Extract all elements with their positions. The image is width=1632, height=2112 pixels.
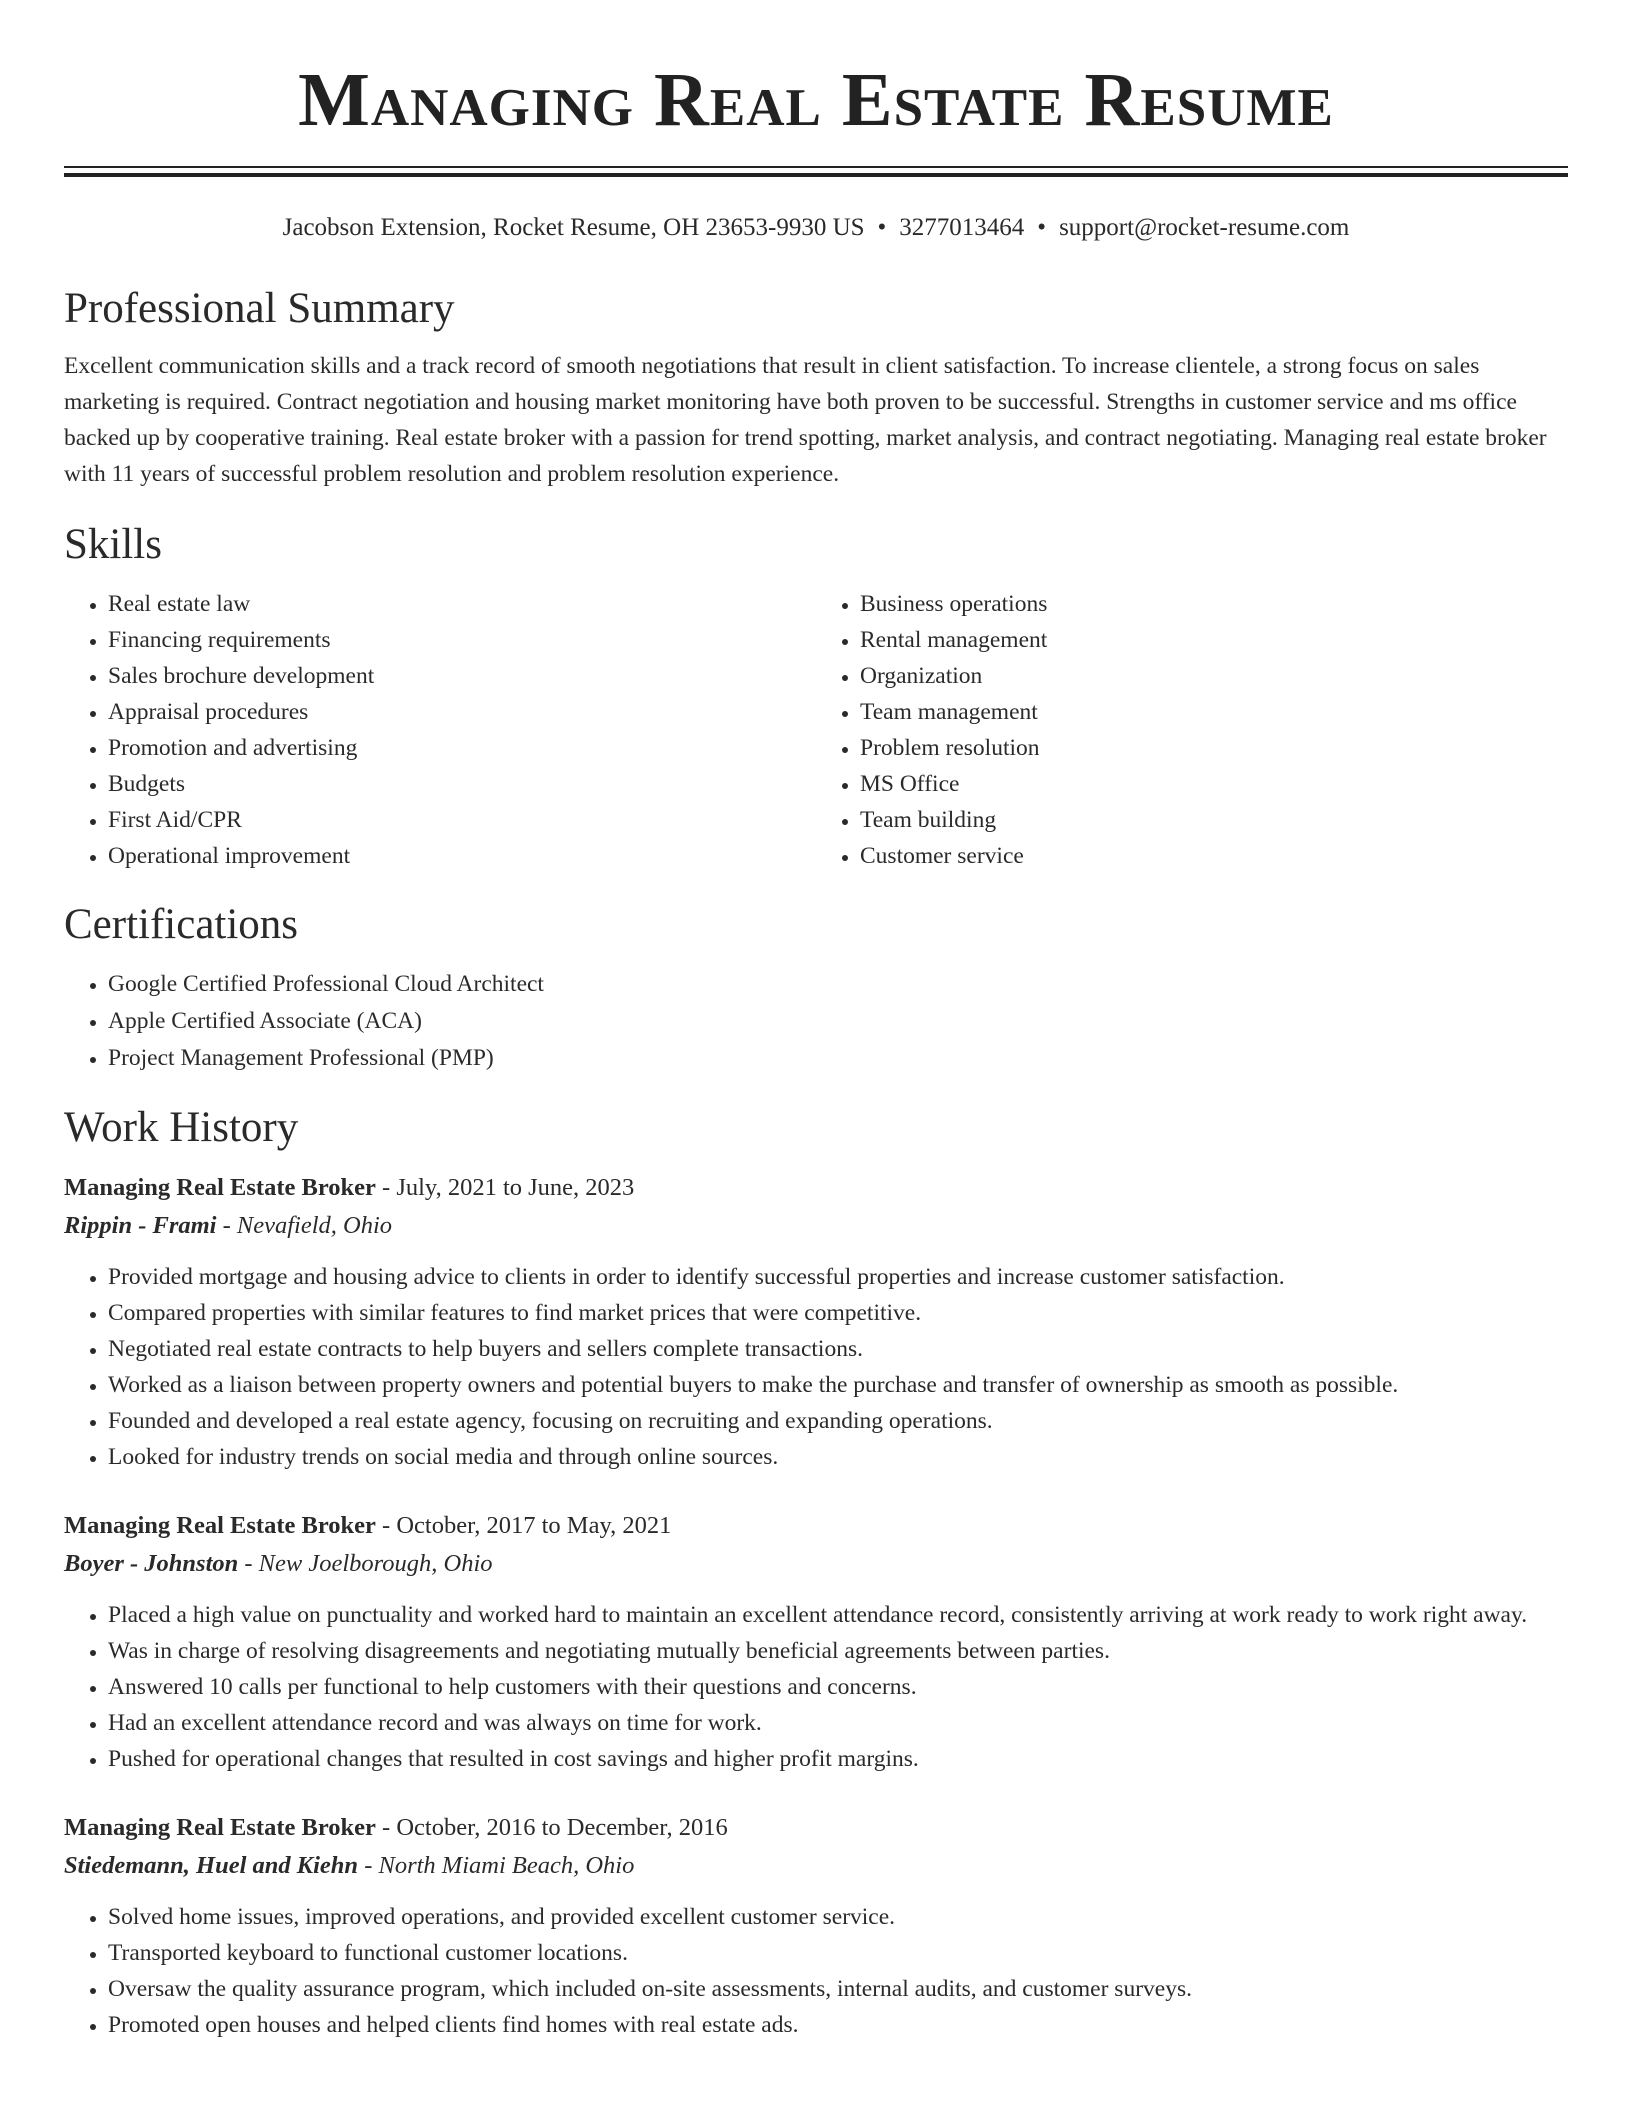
title-divider-thin [64,166,1568,173]
job-dates: - October, 2017 to May, 2021 [375,1512,672,1539]
certifications-heading: Certifications [64,901,299,948]
job-bullets [64,1899,1568,2043]
job-bullets [64,1259,1568,1475]
job-role: Managing Real Estate Broker [64,1814,376,1841]
skills-heading: Skills [64,521,162,568]
job-bullet: • Placed a high value on punctuality and worked hard to maintain an excellent attendance record, consistently arriving at work ready to work right away. [108,1597,1568,1633]
skill-item: • First Aid/CPR [108,802,816,838]
skills-list-right [816,586,1568,874]
skill-item: • Team management [860,694,1568,730]
job-bullet: • Compared properties with similar features to find market prices that were competitive. [108,1295,1568,1331]
skill-item: • Customer service [860,838,1568,874]
job-company: Stiedemann, Huel and Kiehn [64,1852,359,1879]
job-role: Managing Real Estate Broker [64,1174,376,1201]
job-bullets [64,1597,1568,1777]
resume-title: Managing Real Estate Resume [298,58,1334,142]
job-bullet: • Looked for industry trends on social media and through online sources. [108,1439,1568,1475]
job-location: - New Joelborough, Ohio [238,1550,493,1577]
job-bullet: • Had an excellent attendance record and was always on time for work. [108,1705,1568,1741]
job-employer [64,1207,1568,1245]
skills-list-left [64,586,816,874]
job-location: - Nevafield, Ohio [216,1212,393,1239]
contact-separator: • [1037,214,1047,241]
contact-address: Jacobson Extension, Rocket Resume, OH 23653-9930 US [282,214,865,241]
work-history-heading: Work History [64,1104,299,1151]
certifications-list [64,966,1568,1077]
job-bullet: • Pushed for operational changes that resulted in cost savings and higher profit margins. [108,1741,1568,1777]
job-bullet: • Solved home issues, improved operations, and provided excellent customer service. [108,1899,1568,1935]
job-bullet: • Promoted open houses and helped clients find homes with real estate ads. [108,2007,1568,2043]
skill-item: • Business operations [860,586,1568,622]
summary-text: Excellent communication skills and a track record of smooth negotiations that result in client satisfaction. To increase clientele, a strong focus on sales marketing is required. Contract negotiation and housing market monitoring have both proven to be successful. Strengths in customer service and ms office backed up by cooperative training. Real estate broker with a passion for trend spotting, market analysis, and contract negotiating. Managing real estate broker with 11 years of successful problem resolution and problem resolution experience. [64,353,1547,487]
job-entry [64,1507,1568,1777]
contact-separator: • [877,214,887,241]
job-dates: - July, 2021 to June, 2023 [375,1174,635,1201]
certification-item: • Google Certified Professional Cloud Architect [108,966,1568,1003]
job-entry [64,1169,1568,1475]
job-bullet: • Founded and developed a real estate agency, focusing on recruiting and expanding operations. [108,1403,1568,1439]
contact-email: support@rocket-resume.com [1059,214,1350,241]
job-bullet: • Negotiated real estate contracts to help buyers and sellers complete transactions. [108,1331,1568,1367]
contact-line [64,212,1568,244]
title-divider-thick [64,173,1568,177]
job-role: Managing Real Estate Broker [64,1512,376,1539]
certification-item: • Apple Certified Associate (ACA) [108,1003,1568,1040]
job-entry [64,1809,1568,2043]
skill-item: • Appraisal procedures [108,694,816,730]
skill-item: • Organization [860,658,1568,694]
skill-item: • Problem resolution [860,730,1568,766]
skill-item: • Real estate law [108,586,816,622]
job-bullet: • Answered 10 calls per functional to help customers with their questions and concerns. [108,1669,1568,1705]
contact-phone: 3277013464 [899,214,1025,241]
job-location: - North Miami Beach, Ohio [358,1852,635,1879]
summary-heading: Professional Summary [64,285,455,332]
skill-item: • Operational improvement [108,838,816,874]
job-header [64,1169,1568,1207]
job-bullet: • Was in charge of resolving disagreements and negotiating mutually beneficial agreements between parties. [108,1633,1568,1669]
skill-item: • Team building [860,802,1568,838]
skill-item: • Budgets [108,766,816,802]
skill-item: • Financing requirements [108,622,816,658]
job-header [64,1507,1568,1545]
certification-item: • Project Management Professional (PMP) [108,1040,1568,1077]
job-company: Boyer - Johnston [64,1550,239,1577]
job-company: Rippin - Frami [64,1212,217,1239]
resume-page [64,0,1568,2043]
skill-item: • Promotion and advertising [108,730,816,766]
job-bullet: • Worked as a liaison between property owners and potential buyers to make the purchase and transfer of ownership as smooth as possible. [108,1367,1568,1403]
job-employer [64,1847,1568,1885]
job-dates: - October, 2016 to December, 2016 [375,1814,728,1841]
job-bullet: • Transported keyboard to functional customer locations. [108,1935,1568,1971]
skill-item: • Rental management [860,622,1568,658]
job-header [64,1809,1568,1847]
job-employer [64,1545,1568,1583]
skills-columns [64,586,1568,874]
job-bullet: • Provided mortgage and housing advice to clients in order to identify successful properties and increase customer satisfaction. [108,1259,1568,1295]
skill-item: • MS Office [860,766,1568,802]
job-bullet: • Oversaw the quality assurance program, which included on-site assessments, internal audits, and customer surveys. [108,1971,1568,2007]
skill-item: • Sales brochure development [108,658,816,694]
